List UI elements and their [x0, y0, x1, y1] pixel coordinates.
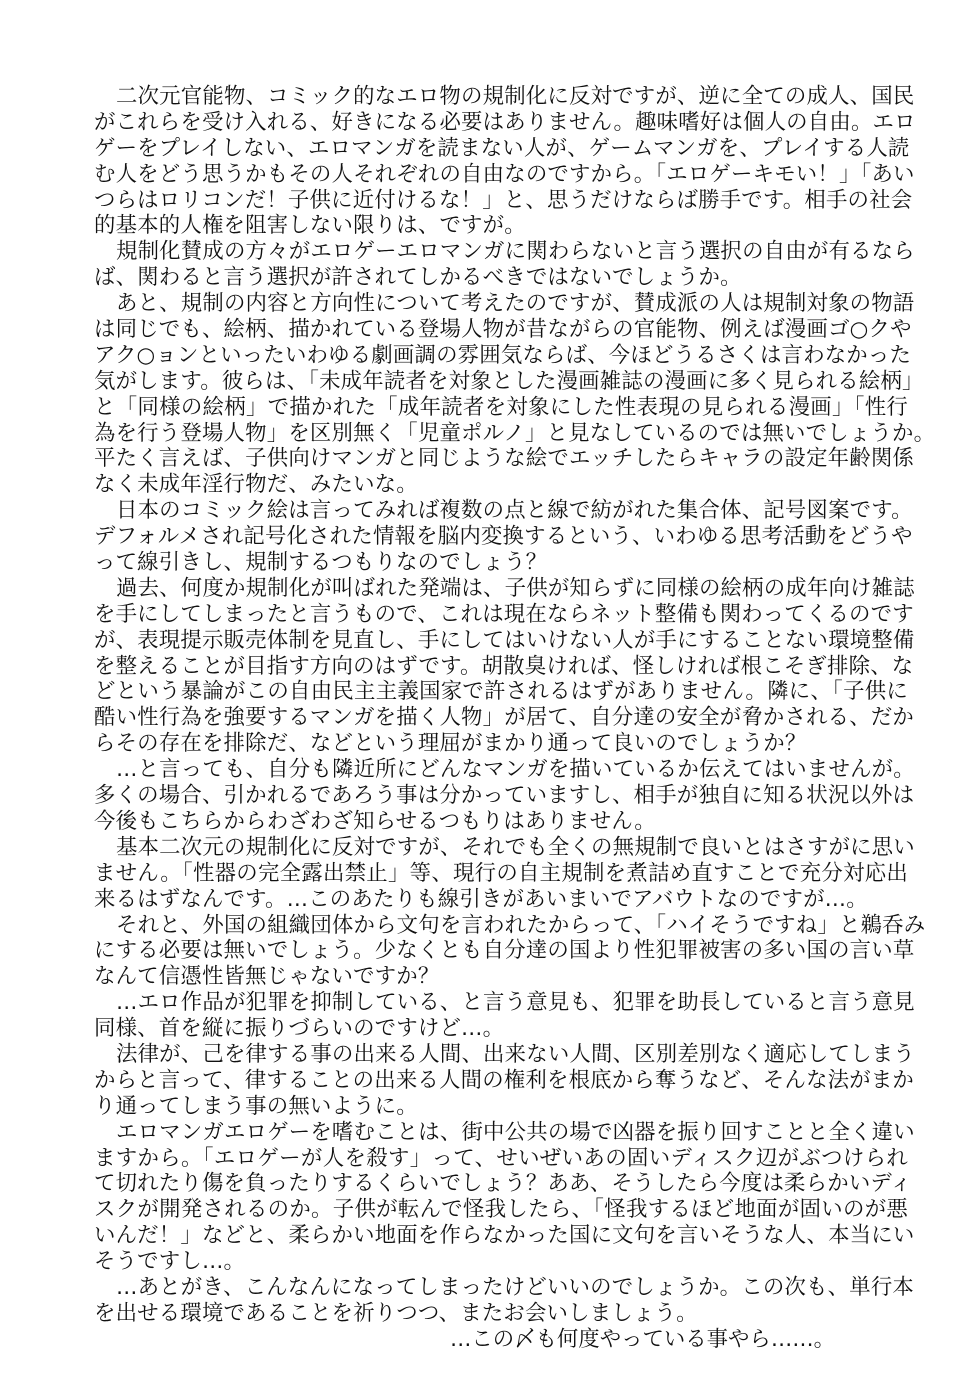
text-line: って線引きし、規制するつもりなのでしょう？ — [94, 550, 548, 576]
paragraph — [94, 84, 916, 239]
text-line: アク○ョンといったいわゆる劇画調の雰囲気ならば、今ほどうるさくは言わなかった — [94, 342, 912, 368]
text-line: 二次元官能物、コミック的なエロ物の規制化に反対ですが、逆に全ての成人、国民 — [116, 84, 915, 109]
paragraph — [94, 239, 915, 291]
text-line: を手にしてしまったと言うもので、これは現在ならネット整備も関わってくるのです — [94, 601, 914, 627]
text-line: どという暴論がこの自由民主主義国家で許されるはずがありません。隣に、「子供に — [94, 679, 908, 705]
text-line: 基本二次元の規制化に反対ですが、それでも全くの無規制で良いとはさすがに思い — [116, 834, 915, 860]
text-line: いんだ！」などと、柔らかい地面を作らなかった国に文句を言いそうな人、本当にい — [94, 1223, 915, 1249]
paragraph — [94, 498, 913, 576]
text-line: つらはロリコンだ！子供に近付けるな！」と、思うだけならば勝手です。相手の社会 — [94, 187, 913, 213]
text-line: スクが開発されるのか。子供が転んで怪我したら、「怪我するほど地面が固いのが悪 — [94, 1197, 908, 1223]
text-line: を出せる環境であることを祈りつつ、またお会いしましょう。 — [94, 1300, 698, 1326]
text-line: ません。「性器の完全露出禁止」等、現行の自主規制を煮詰め直すことで充分対応出 — [94, 860, 908, 886]
text-line: 規制化賛成の方々がエロゲーエロマンガに関わらないと言う選択の自由が有るなら — [116, 239, 915, 265]
paragraph — [94, 834, 915, 913]
text-line: 同様、首を縦に振りづらいのですけど…。 — [94, 1016, 505, 1042]
text-line: らその存在を排除だ、などという理屈がまかり通って良いのでしょうか？ — [94, 731, 807, 757]
text-line: 平たく言えば、子供向けマンガと同じような絵でエッチしたらキャラの設定年齢関係 — [94, 446, 915, 472]
text-line: り通ってしまう事の無いように。 — [94, 1093, 418, 1119]
text-line: 過去、何度か規制化が叫ばれた発端は、子供が知らずに同様の絵柄の成年向け雑誌 — [116, 575, 915, 601]
paragraph — [94, 1274, 914, 1327]
paragraph — [94, 990, 915, 1042]
text-line: 法律が、己を律する事の出来る人間、出来ない人間、区別差別なく適応してしまう — [116, 1041, 915, 1067]
text-line: …と言っても、自分も隣近所にどんなマンガを描いているか伝えてはいませんが。 — [116, 757, 915, 783]
text-line: ますから。「エロゲーが人を殺す」って、せいぜいあの固いディスク辺がぶつけられ — [94, 1145, 908, 1171]
text-line: ゲーをプレイしない、エロマンガを読まない人が、ゲームマンガを、プレイする人読 — [94, 135, 910, 161]
text-line: デフォルメされ記号化された情報を脳内変換するという、いわゆる思考活動をどうや — [94, 524, 913, 550]
text-line: 多くの場合、引かれるであろう事は分かっていますし、相手が独自に知る状況以外は — [94, 783, 915, 809]
text-line: あと、規制の内容と方向性について考えたのですが、賛成派の人は規制対象の物語 — [116, 291, 915, 317]
text-line: がこれらを受け入れる、好きになる必要はありません。趣味嗜好は個人の自由。エロ — [94, 109, 916, 135]
text-line: て切れたり傷を負ったりするくらいでしょう？ああ、そうしたら今度は柔らかいディ — [94, 1171, 912, 1197]
text-line: 気がします。彼らは、「未成年読者を対象とした漫画雑誌の漫画に多く見られる絵柄」 — [94, 368, 924, 394]
text-line: が、表現提示販売体制を見直し、手にしてはいけない人が手にすることない環境整備 — [94, 627, 915, 653]
text-line: 酷い性行為を強要するマンガを描く人物」が居て、自分達の安全が脅かされる、だか — [94, 705, 915, 731]
text-line: にする必要は無いでしょう。少なくとも自分達の国より性犯罪被害の多い国の言い草 — [94, 938, 915, 964]
text-line: 来るはずなんです。…このあたりも線引きがあいまいでアバウトなのですが…。 — [94, 886, 868, 912]
text-line: と「同様の絵柄」で描かれた「成年読者を対象にした性表現の見られる漫画」「性行 — [94, 394, 908, 420]
text-line: 為を行う登場人物」を区別無く「児童ポルノ」と見なしているのでは無いでしょうか。 — [94, 420, 936, 446]
paragraph — [94, 757, 915, 835]
text-line: を整えることが目指す方向のはずです。胡散臭ければ、怪しければ根こそぎ排除、な — [94, 653, 914, 679]
text-line: は同じでも、絵柄、描かれている登場人物が昔ながらの官能物、例えば漫画ゴ○クや — [94, 317, 912, 343]
text-line: 的基本的人権を阻害しない限りは、ですが。 — [94, 213, 526, 239]
paragraph — [94, 291, 936, 498]
text-line: 今後もこちらからわざわざ知らせるつもりはありません。 — [94, 808, 656, 834]
text-line: …あとがき、こんなんになってしまったけどいいのでしょうか。この次も、単行本 — [116, 1274, 914, 1300]
text-line: なんて信憑性皆無じゃないですか？ — [94, 964, 440, 990]
closing-signature-line: …この〆も何度やっている事やら……。 — [449, 1327, 835, 1352]
text-line: そうですし…。 — [94, 1249, 246, 1275]
text-line: ば、関わると言う選択が許されてしかるべきではないでしょうか。 — [94, 265, 742, 291]
text-line: からと言って、律することの出来る人間の権利を根底から奪うなど、そんな法がまか — [94, 1067, 915, 1093]
paragraph — [94, 912, 926, 991]
text-line: それと、外国の組織団体から文句を言われたからって、「ハイそうですね」と鵜呑み — [116, 912, 926, 938]
text-line: エロマンガエロゲーを嗜むことは、街中公共の場で凶器を振り回すことと全く違い — [116, 1119, 915, 1145]
paragraph — [94, 1119, 915, 1275]
text-line: 日本のコミック絵は言ってみれば複数の点と線で紡がれた集合体、記号図案です。 — [116, 498, 913, 524]
text-line: む人をどう思うかもその人それぞれの自由なのですから。「エロゲーキモい！」「あい — [94, 161, 915, 187]
text-line: なく未成年淫行物だ、みたいな。 — [94, 472, 418, 498]
text-line: …エロ作品が犯罪を抑制している、と言う意見も、犯罪を助長していると言う意見 — [116, 990, 915, 1016]
paragraph — [94, 1041, 915, 1120]
paragraph — [94, 575, 915, 757]
document-body — [94, 84, 936, 1327]
